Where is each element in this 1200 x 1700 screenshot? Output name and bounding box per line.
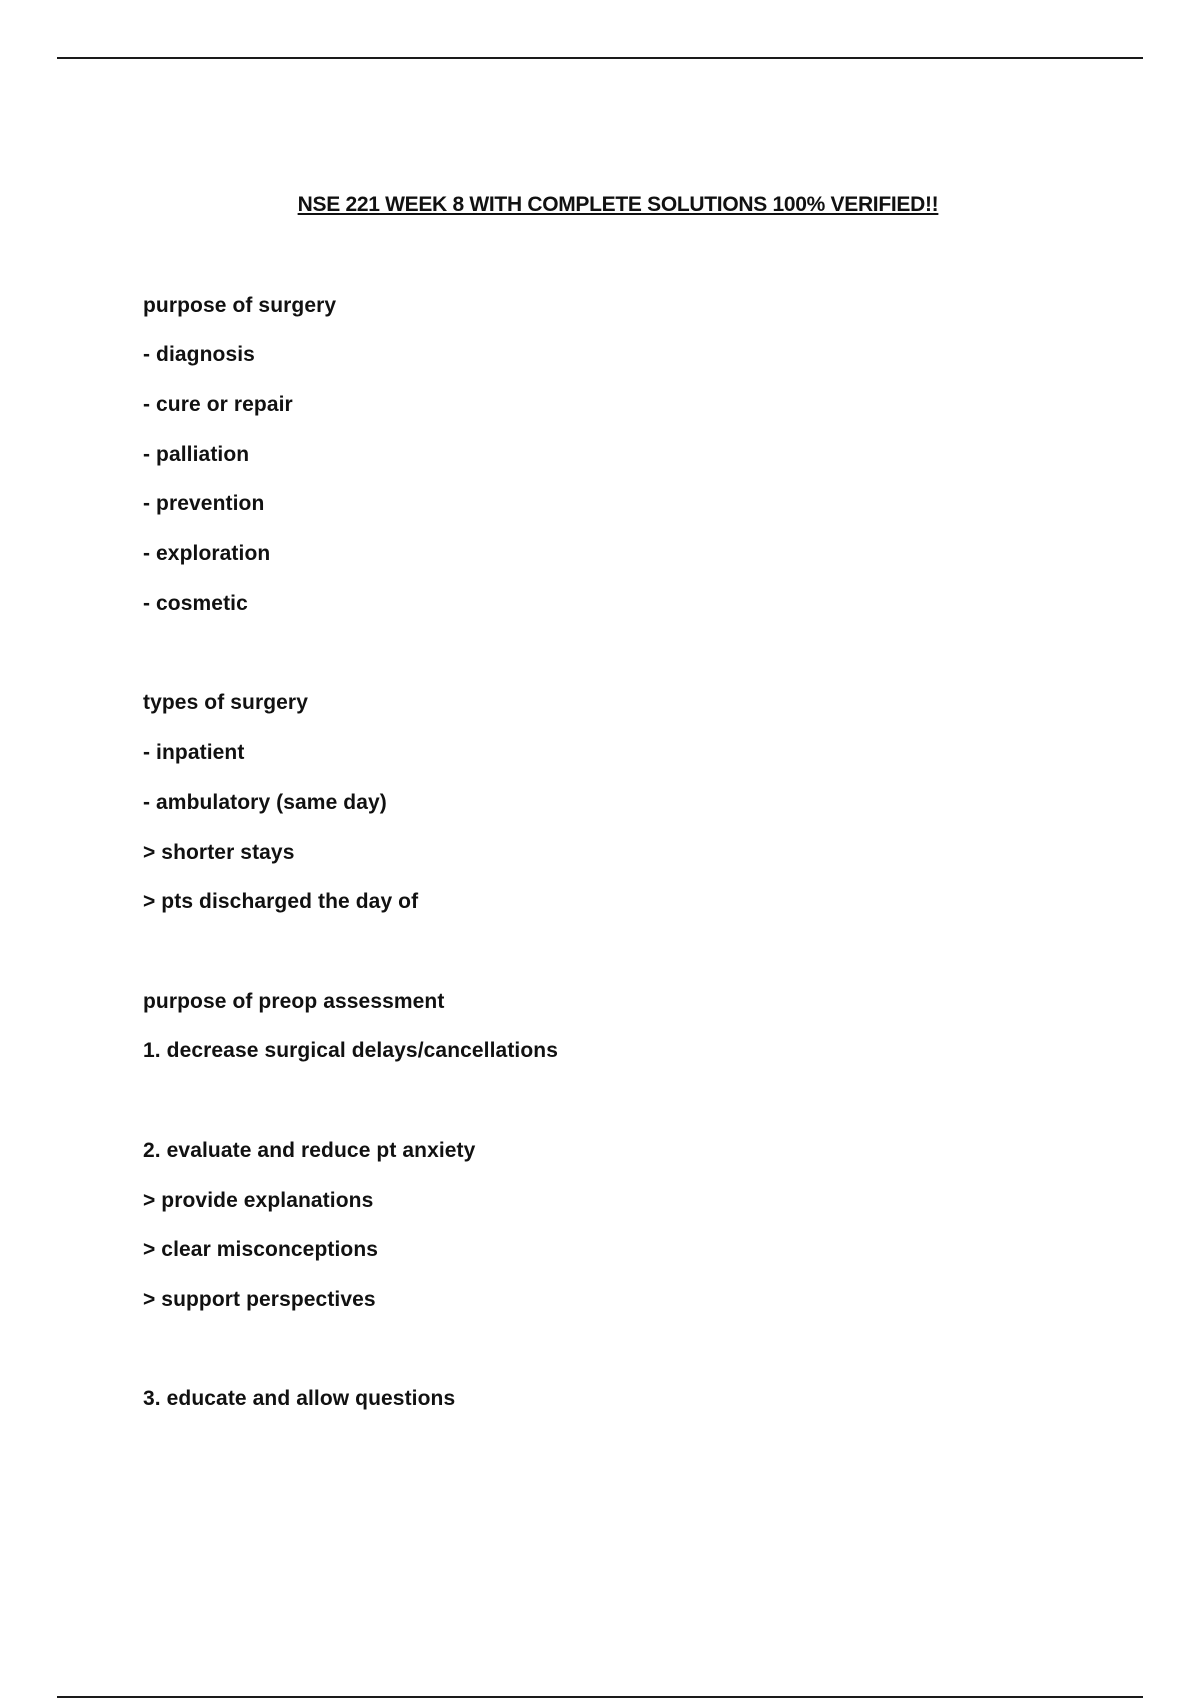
section-heading-educate-questions: 3. educate and allow questions — [143, 1387, 456, 1410]
list-item: - diagnosis — [143, 343, 255, 366]
section-heading-purpose-of-surgery: purpose of surgery — [143, 294, 337, 317]
list-item: - cure or repair — [143, 393, 293, 416]
list-item: > support perspectives — [143, 1288, 376, 1311]
section-heading-purpose-of-preop-assessment: purpose of preop assessment — [143, 990, 445, 1013]
list-item: - palliation — [143, 443, 250, 466]
header-rule — [57, 57, 1143, 59]
list-item: > shorter stays — [143, 841, 295, 864]
list-item: > clear misconceptions — [143, 1238, 379, 1261]
list-item: 1. decrease surgical delays/cancellations — [143, 1039, 558, 1062]
list-item: - cosmetic — [143, 592, 248, 615]
list-item: > provide explanations — [143, 1189, 374, 1212]
document-title: NSE 221 WEEK 8 WITH COMPLETE SOLUTIONS 100% VERIFIED!! — [297, 193, 939, 216]
list-item: - ambulatory (same day) — [143, 791, 387, 814]
list-item: - prevention — [143, 492, 265, 515]
section-heading-evaluate-anxiety: 2. evaluate and reduce pt anxiety — [143, 1139, 476, 1162]
footer-rule — [57, 1696, 1143, 1698]
section-heading-types-of-surgery: types of surgery — [143, 691, 308, 714]
list-item: - inpatient — [143, 741, 245, 764]
list-item: - exploration — [143, 542, 271, 565]
list-item: > pts discharged the day of — [143, 890, 419, 913]
